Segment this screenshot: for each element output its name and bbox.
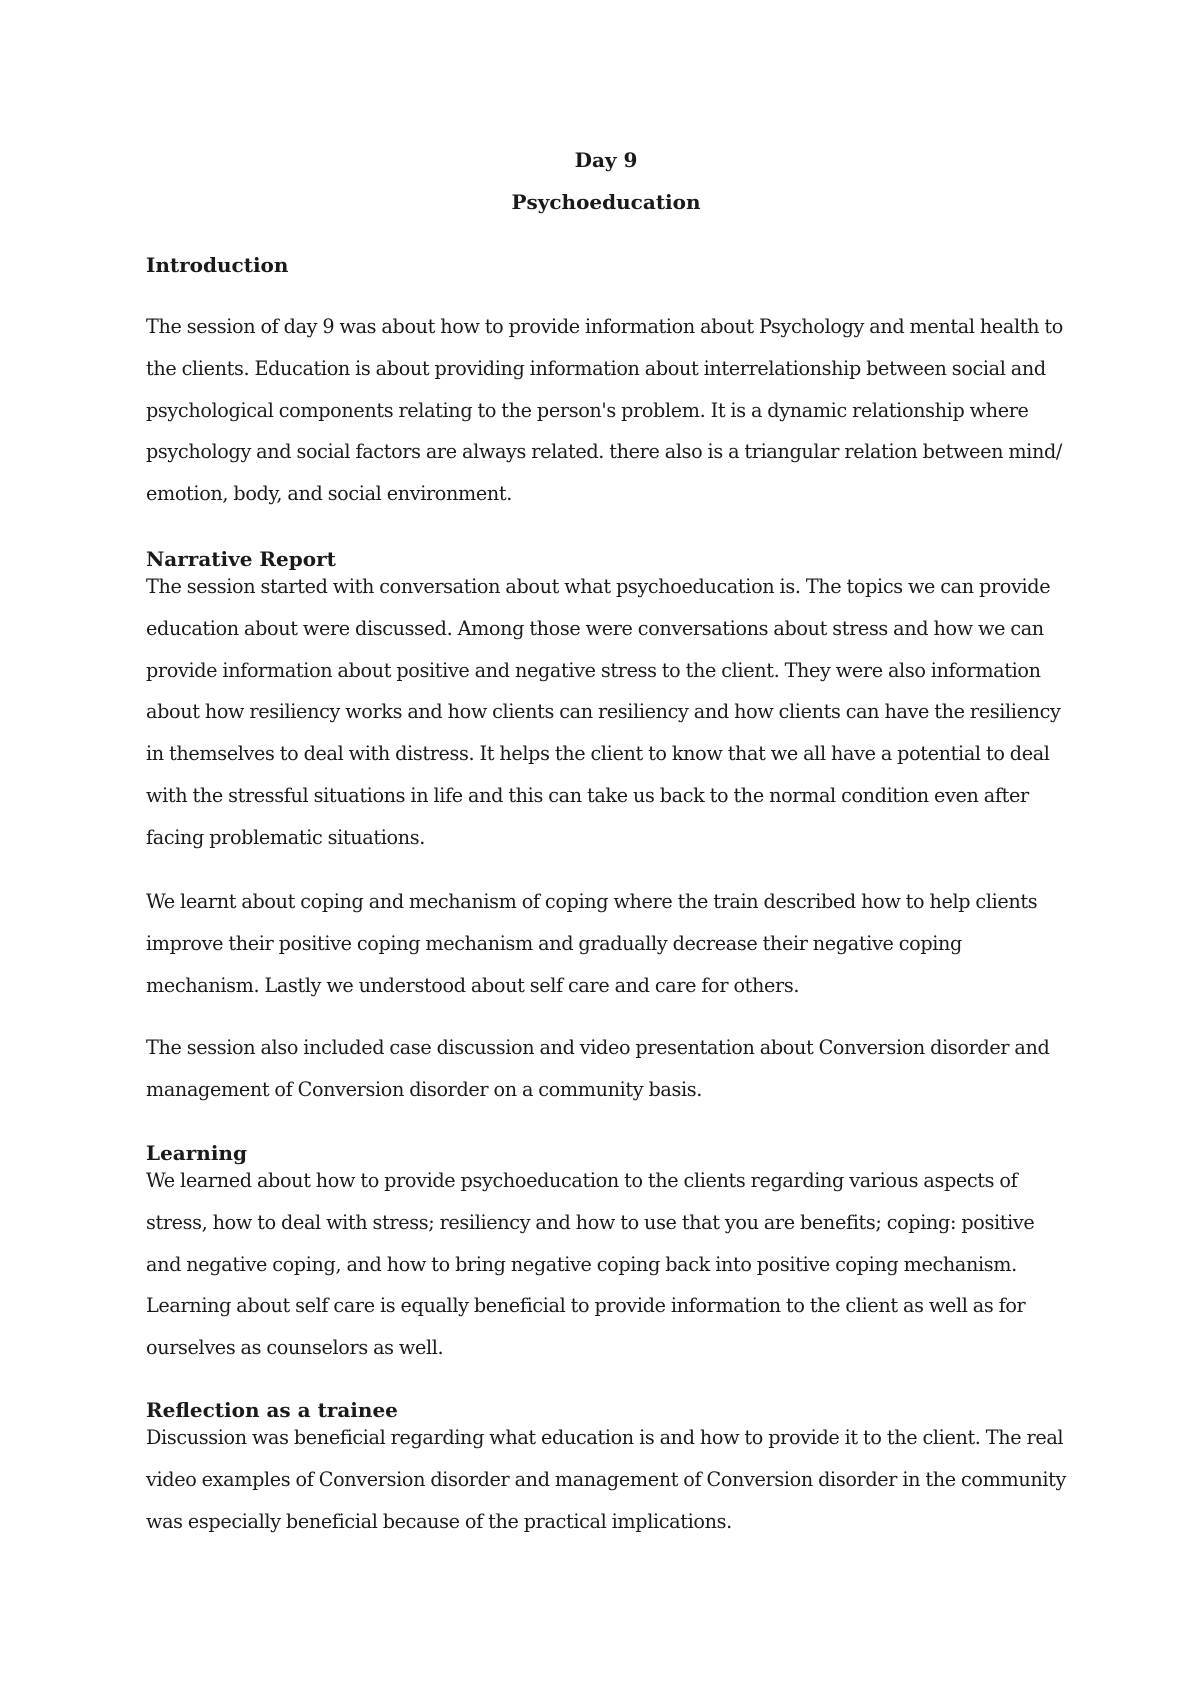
section-heading-narrative-report: Narrative Report xyxy=(146,547,336,571)
section-heading-introduction: Introduction xyxy=(146,253,289,277)
section-heading-learning: Learning xyxy=(146,1141,247,1165)
narrative-paragraph-2: We learnt about coping and mechanism of coping where the train described how to help clients improve their positive coping mechanism and gradually decrease their negative coping mechanism. Lastly we understood about self care and care for others. xyxy=(146,890,1038,997)
learning-paragraph: We learned about how to provide psychoeducation to the clients regarding various aspects of stress, how to deal with stress; resiliency and how to use that you are benefits; coping: positive and negative coping, and how to bring negative coping back into positive coping mechanism. Learning about self care is equally beneficial to provide information to the client as well as for ourselves as counselors as well. xyxy=(146,1169,1035,1360)
narrative-paragraph-3: The session also included case discussion and video presentation about Conversion disorder and management of Conversion disorder on a community basis. xyxy=(146,1036,1050,1101)
document-title-topic: Psychoeducation xyxy=(511,190,701,214)
reflection-paragraph: Discussion was beneficial regarding what education is and how to provide it to the client. The real video examples of Conversion disorder and management of Conversion disorder in the community was especially beneficial because of the practical implications. xyxy=(146,1426,1066,1533)
section-heading-reflection: Reflection as a trainee xyxy=(146,1398,398,1422)
narrative-paragraph-1: The session started with conversation about what psychoeducation is. The topics we can provide education about were discussed. Among those were conversations about stress and how we can provide information about positive and negative stress to the client. They were also information about how resiliency works and how clients can resiliency and how clients can have the resiliency in themselves to deal with distress. It helps the client to know that we all have a potential to deal with the stressful situations in life and this can take us back to the normal condition even after facing problematic situations. xyxy=(146,575,1061,849)
introduction-paragraph: The session of day 9 was about how to provide information about Psychology and mental health to the clients. Education is about providing information about interrelationship between social and psychological components relating to the person's problem. It is a dynamic relationship where psychology and social factors are always related. there also is a triangular relation between mind/ emotion, body, and social environment. xyxy=(146,315,1063,506)
document-title-day: Day 9 xyxy=(574,148,638,172)
